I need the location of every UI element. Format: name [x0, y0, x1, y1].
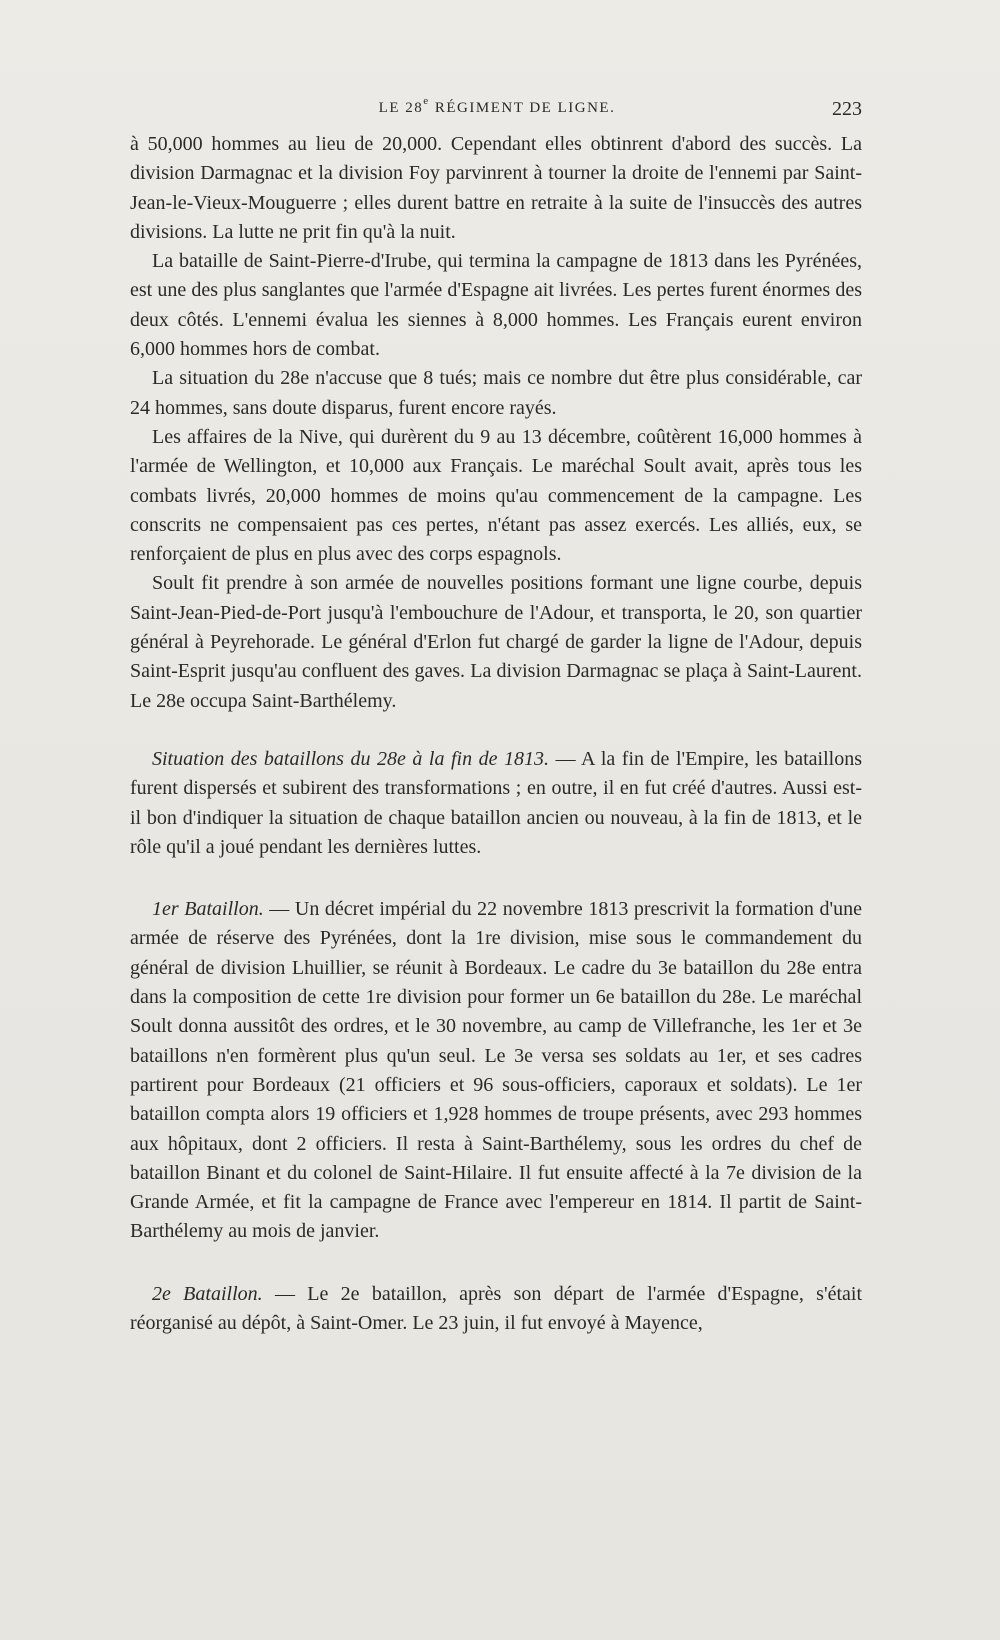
section-situation: [130, 745, 862, 862]
paragraph-2: La bataille de Saint-Pierre-d'Irube, qui termina la campagne de 1813 dans les Pyrénées, est une des plus sanglantes que l'armée d'Espagne ait livrées. Les pertes furent énormes des deux côtés. L'ennemi évalua les siennes à 8,000 hommes. Les Français eurent environ 6,000 hommes hors de combat.: [130, 250, 862, 361]
section-bataillon-1-body: — Un décret impérial du 22 novembre 1813 prescrivit la formation d'une armée de réserve des Pyrénées, dont la 1re division, mise sous le commandement du général de division Lhuillier, se réunit à Bordeaux. Le cadre du 3e bataillon du 28e entra dans la composition de cette 1re division pour former un 6e bataillon du 28e. Le maréchal Soult donna aussitôt des ordres, et le 30 novembre, au camp de Villefranche, les 1er et 3e bataillons n'en formèrent plus qu'un seul. Le 3e versa ses soldats au 1er, et ses cadres partirent pour Bordeaux (21 officiers et 96 sous-officiers, caporaux et soldats). Le 1er bataillon compta alors 19 officiers et 1,928 hommes de troupe présents, avec 293 hommes aux hôpitaux, dont 2 officiers. Il resta à Saint-Barthélemy, sous les ordres du chef de bataillon Binant et du colonel de Saint-Hilaire. Il fut ensuite affecté à la 7e division de la Grande Armée, et fit la campagne de France avec l'empereur en 1814. Il partit de Saint-Barthélemy au mois de janvier.: [130, 898, 862, 1243]
page-number: 223: [832, 98, 862, 120]
section-situation-body: — A la fin de l'Empire, les bataillons furent dispersés et subirent des transformations ; en outre, il en fut créé d'autres. Aussi est-il bon d'indiquer la situation de chaque bataillon ancien ou nouveau, à la fin de 1813, et le rôle qu'il a joué pendant les dernières luttes.: [130, 747, 862, 858]
paragraph-5: Soult fit prendre à son armée de nouvelles positions formant une ligne courbe, depuis Saint-Jean-Pied-de-Port jusqu'à l'embouchure de l'Adour, et transporta, le 20, son quartier général à Peyrehorade. Le général d'Erlon fut chargé de garder la ligne de l'Adour, depuis Saint-Esprit jusqu'au confluent des gaves. La division Darmagnac se plaça à Saint-Laurent. Le 28e occupa Saint-Barthélemy.: [130, 572, 862, 712]
running-header: [132, 96, 862, 120]
body-text: [130, 130, 862, 1338]
section-bataillon-1: [130, 895, 862, 1247]
section-situation-heading: Situation des bataillons du 28e à la fin de 1813.: [152, 747, 550, 770]
section-bataillon-2-heading: 2e Bataillon.: [152, 1282, 263, 1305]
section-bataillon-2-body: — Le 2e bataillon, après son départ de l'armée d'Espagne, s'était réorganisé au dépôt, à Saint-Omer. Le 23 juin, il fut envoyé à Mayence,: [130, 1282, 862, 1334]
section-bataillon-2: [130, 1280, 862, 1339]
paragraph-4: Les affaires de la Nive, qui durèrent du 9 au 13 décembre, coûtèrent 16,000 hommes à l'armée de Wellington, et 10,000 aux Français. Le maréchal Soult avait, après tous les combats livrés, 20,000 hommes de moins qu'au commencement de la campagne. Les conscrits ne compensaient pas ces pertes, n'étant pas assez exercés. Les alliés, eux, se renforçaient de plus en plus avec des corps espagnols.: [130, 425, 862, 566]
paragraph-1: à 50,000 hommes au lieu de 20,000. Cependant elles obtinrent d'abord des succès. La division Darmagnac et la division Foy parvinrent à tourner la droite de l'ennemi par Saint-Jean-le-Vieux-Mouguerre ; elles durent battre en retraite à la suite de l'insuccès des autres divisions. La lutte ne prit fin qu'à la nuit.: [130, 133, 862, 243]
header-title: LE 28e RÉGIMENT DE LIGNE.: [378, 95, 616, 116]
section-bataillon-1-heading: 1er Bataillon.: [152, 898, 264, 921]
paragraph-3: La situation du 28e n'accuse que 8 tués; mais ce nombre dut être plus considérable, car 24 hommes, sans doute disparus, furent encore rayés.: [130, 367, 862, 419]
